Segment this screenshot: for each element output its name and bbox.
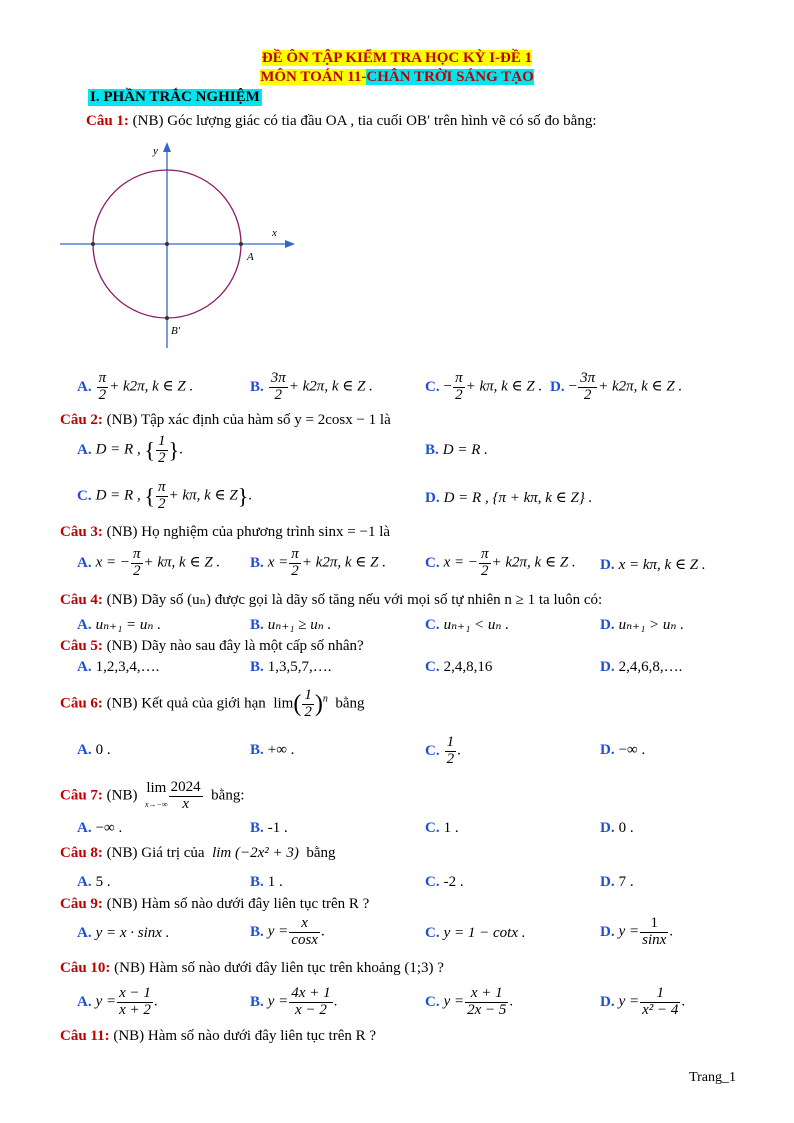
y-axis-label: y (153, 145, 158, 157)
q1-option-b: B. $\frac{3\pi}{2}$ + k2π, k ∈ Z . (250, 370, 373, 403)
q1-option-c: C. − $\frac{\pi}{2}$ + kπ, k ∈ Z . (425, 370, 543, 403)
q3-option-a: A. x = − $\frac{\pi}{2}$ + kπ, k ∈ Z . (77, 546, 221, 579)
q10-option-a: A. y = $\frac{x - 1}{x + 2}$ . (77, 985, 158, 1018)
q7-option-a: A. −∞ . (77, 820, 123, 836)
question-2: Câu 2: (NB) Tập xác định của hàm số y = 2cosx − 1 là (60, 412, 391, 428)
q10-option-c: C. y = $\frac{x + 1}{2x - 5}$ . (425, 985, 514, 1018)
q3-option-d: D. x = kπ, k ∈ Z . (600, 557, 706, 573)
q6-option-b: B. +∞ . (250, 742, 295, 758)
q4-option-a: A. uₙ₊₁ = uₙ . (77, 617, 162, 633)
x-axis-label: x (272, 227, 277, 239)
q2-option-c: C. D = R , { $\frac{\pi}{2}$ + kπ, k ∈ Z}. (77, 479, 253, 512)
q5-option-c: C. 2,4,8,16 (425, 659, 493, 675)
page-footer: Trang_1 (689, 1070, 736, 1085)
q7-option-b: B. -1 . (250, 820, 288, 836)
q6-option-d: D. −∞ . (600, 742, 646, 758)
question-4: Câu 4: (NB) Dãy số (uₙ) được gọi là dãy số tăng nếu với mọi số tự nhiên n ≥ 1 ta luôn có: (60, 592, 603, 608)
question-7: Câu 7: (NB) lim x→−∞ $\frac{2024}{x}$ bằng: (60, 779, 245, 812)
q10-option-b: B. y = $\frac{4x + 1}{x - 2}$ . (250, 985, 338, 1018)
q4-option-d: D. uₙ₊₁ > uₙ . (600, 617, 685, 633)
q6-option-c: C. $\frac{1}{2}$ . (425, 734, 461, 767)
unit-circle-figure (55, 138, 295, 350)
question-8: Câu 8: (NB) Giá trị của lim (−2x² + 3) bằng (60, 845, 336, 861)
q3-option-b: B. x = $\frac{\pi}{2}$ + k2π, k ∈ Z . (250, 546, 386, 579)
q5-option-a: A. 1,2,3,4,…. (77, 659, 160, 675)
q8-option-c: C. -2 . (425, 874, 464, 890)
question-1: Câu 1: (NB) Góc lượng giác có tia đầu OA , tia cuối OB′ trên hình vẽ có số đo bằng: (86, 113, 597, 129)
question-5: Câu 5: (NB) Dãy nào sau đây là một cấp số nhân? (60, 638, 364, 654)
q4-option-b: B. uₙ₊₁ ≥ uₙ . (250, 617, 332, 633)
q2-option-d: D. D = R , {π + kπ, k ∈ Z} . (425, 490, 593, 506)
q5-option-d: D. 2,4,6,8,…. (600, 659, 683, 675)
question-11: Câu 11: (NB) Hàm số nào dưới đây liên tục trên R ? (60, 1028, 377, 1044)
q1-option-d: D. − $\frac{3\pi}{2}$ + k2π, k ∈ Z . (550, 370, 683, 403)
question-3: Câu 3: (NB) Họ nghiệm của phương trình sinx = −1 là (60, 524, 391, 540)
q8-option-d: D. 7 . (600, 874, 634, 890)
q6-option-a: A. 0 . (77, 742, 111, 758)
q10-option-d: D. y = $\frac{1}{\text{x² − 4}}$ . (600, 985, 686, 1018)
q9-option-c: C. y = 1 − cotx . (425, 925, 526, 941)
q2-option-a: A. D = R , { $\frac{1}{2}$ }. (77, 433, 183, 466)
q4-option-c: C. uₙ₊₁ < uₙ . (425, 617, 510, 633)
q5-option-b: B. 1,3,5,7,…. (250, 659, 332, 675)
q9-option-b: B. y = $\frac{x}{\cos x}$ . (250, 915, 325, 948)
question-10: Câu 10: (NB) Hàm số nào dưới đây liên tục trên khoảng (1;3) ? (60, 960, 444, 976)
point-b-label: B' (171, 325, 181, 337)
question-6: Câu 6: (NB) Kết quả của giới hạn lim( $\frac{1}{2}$ )$^n$ bằng (60, 687, 365, 720)
section-heading: I. PHẦN TRẮC NGHIỆM (90, 89, 260, 105)
q2-option-b: B. D = R . (425, 442, 488, 458)
q9-option-a: A. y = x · sinx . (77, 925, 170, 941)
q9-option-d: D. y = $\frac{1}{\sin x}$ . (600, 915, 674, 948)
q8-option-a: A. 5 . (77, 874, 111, 890)
point-a-label: A (247, 251, 254, 263)
exam-subtitle: MÔN TOÁN 11-CHÂN TRỜI SÁNG TẠO (260, 69, 534, 85)
q8-option-b: B. 1 . (250, 874, 283, 890)
exam-title: ĐỀ ÔN TẬP KIỂM TRA HỌC KỲ I-ĐỀ 1 (261, 50, 533, 66)
q7-option-c: C. 1 . (425, 820, 459, 836)
q3-option-c: C. x = − $\frac{\pi}{2}$ + k2π, k ∈ Z . (425, 546, 576, 579)
q1-option-a: A. $\frac{\pi}{2}$ + k2π, k ∈ Z . (77, 370, 194, 403)
q7-option-d: D. 0 . (600, 820, 634, 836)
question-9: Câu 9: (NB) Hàm số nào dưới đây liên tục trên R ? (60, 896, 370, 912)
